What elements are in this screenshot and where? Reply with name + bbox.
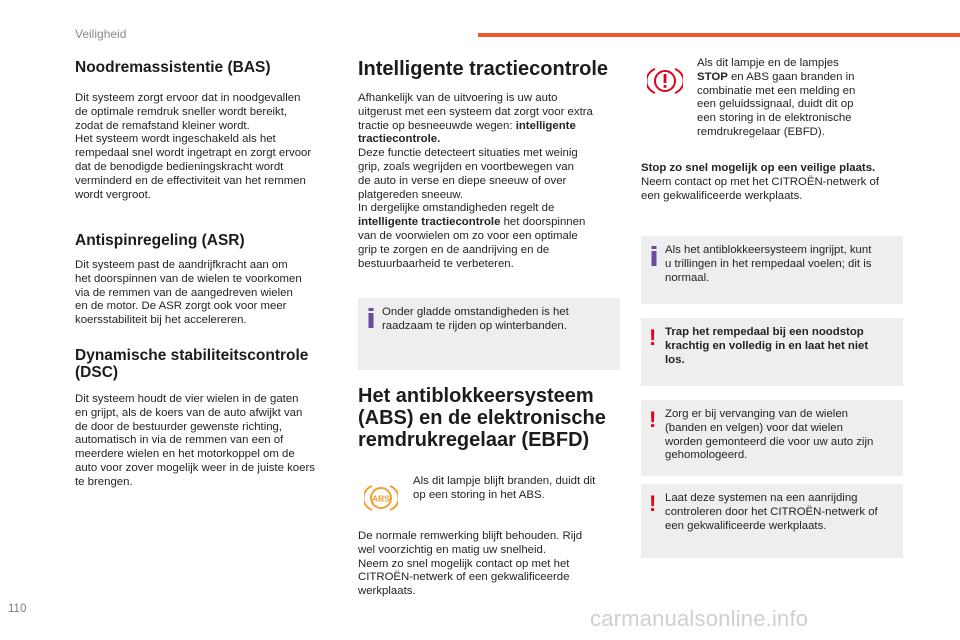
dsc-line: auto voor zover mogelijk weer in de juiste koers	[75, 461, 315, 474]
note-line: Als het antiblokkeersysteem ingrijpt, kunt	[665, 244, 872, 256]
dsc-section	[75, 347, 308, 381]
traction-line: bestuurbaarheid te verbeteren.	[358, 257, 514, 270]
dsc-line: Dit systeem houdt de vier wielen in de gaten	[75, 393, 299, 405]
post-collision-check-warning	[641, 484, 903, 558]
bas-line: Het systeem wordt ingeschakeld als het	[75, 133, 276, 146]
note-line: u trillingen in het rempedaal voelen; dit is	[665, 257, 872, 270]
dsc-line: te brengen.	[75, 475, 133, 488]
winter-tyres-note	[358, 298, 620, 370]
dsc-title-line1: Dynamische stabiliteitscontrole	[75, 347, 309, 364]
ebfd-line: een storing in de elektronische	[697, 112, 852, 125]
asr-line: koersstabiliteit bij het accelereren.	[75, 314, 247, 327]
abs-title-line: Het antiblokkeersysteem	[358, 385, 594, 407]
warning-line: een gekwalificeerde werkplaats.	[665, 519, 827, 532]
traction-line: Deze functie detecteert situaties met weinig	[358, 147, 578, 160]
bas-line: rempedaal snel wordt ingetrapt en zorgt ervoor	[75, 147, 312, 160]
ebfd-line	[697, 71, 912, 85]
traction-line: grip, zoals wegrijden en voortbewegen van	[358, 160, 574, 173]
asr-line: en de motor. De ASR zorgt ook voor meer	[75, 300, 287, 313]
ebfd-line: combinatie met een melding en	[697, 84, 856, 97]
asr-section	[75, 232, 245, 249]
bas-section	[75, 59, 271, 76]
traction-text-part: tractie op besneeuwde wegen:	[358, 119, 516, 132]
traction-bold-part: intelligente tractiecontrole	[358, 216, 501, 229]
bas-line: zodat de remafstand kleiner wordt.	[75, 119, 250, 132]
brake-system-warning-icon	[647, 66, 683, 96]
traction-line: van de voorwielen om zo voor een optimale	[358, 229, 578, 242]
note-line: Onder gladde omstandigheden is het	[382, 306, 569, 318]
stop-line: Neem contact op met het CITROËN-netwerk of	[641, 175, 880, 188]
abs-title-line: (ABS) en de elektronische	[358, 407, 606, 429]
warning-line: los.	[665, 353, 685, 366]
ebfd-line: Als dit lampje en de lampjes	[697, 57, 839, 69]
abs-line: Neem zo snel mogelijk contact op met het	[358, 557, 570, 570]
stop-line: een gekwalificeerde werkplaats.	[641, 189, 803, 202]
traction-line	[358, 216, 623, 230]
abs-line: CITROËN-netwerk of een gekwalificeerde	[358, 571, 570, 584]
abs-line: werkplaats.	[358, 585, 416, 598]
traction-bold-part: intelligente	[515, 119, 576, 132]
abs-warning-lamp-icon	[364, 483, 398, 513]
info-icon	[650, 246, 658, 266]
traction-line: grip te zorgen en de aandrijving en de	[358, 243, 550, 256]
ebfd-lamp-text	[697, 57, 912, 140]
ebfd-line: een geluidssignaal, duidt dit op	[697, 98, 854, 111]
stop-bold-line: Stop zo snel mogelijk op een veilige plaats.	[641, 162, 876, 174]
exclamation-warning-icon: !	[649, 325, 657, 350]
asr-line: Dit systeem past de aandrijfkracht aan om	[75, 259, 288, 271]
dsc-text	[75, 393, 350, 490]
traction-line: platgereden sneeuw.	[358, 188, 464, 201]
info-icon	[367, 308, 375, 328]
vibration-note-text	[665, 244, 871, 285]
traction-text-part: het doorspinnen	[500, 216, 586, 229]
section-label: Veiligheid	[75, 27, 127, 41]
traction-line: de auto in verse en diepe sneeuw of over	[358, 174, 567, 187]
emergency-brake-warning	[641, 318, 903, 386]
traction-line: Afhankelijk van de uitvoering is uw auto	[358, 92, 558, 104]
note-line: raadzaam te rijden op winterbanden.	[382, 319, 567, 332]
ebfd-text-part: en ABS gaan branden in	[727, 70, 855, 83]
warning-line: Trap het rempedaal bij een noodstop	[665, 326, 864, 338]
wheel-replacement-warning	[641, 400, 903, 476]
header-rule	[478, 33, 960, 37]
note-line: normaal.	[665, 271, 710, 284]
bas-title: Noodremassistentie (BAS)	[75, 59, 271, 76]
dsc-title-line2: (DSC)	[75, 364, 119, 381]
abs-text	[358, 530, 623, 599]
watermark: carmanualsonline.info	[590, 606, 809, 631]
page-number: 110	[8, 603, 27, 615]
dsc-line: meerdere wielen en het motorkoppel om de	[75, 448, 295, 461]
abs-lamp-line: Als dit lampje blijft branden, duidt dit	[413, 475, 596, 487]
abs-title-line: remdrukregelaar (EBFD)	[358, 429, 590, 451]
asr-title: Antispinregeling (ASR)	[75, 232, 245, 249]
abs-line: De normale remwerking blijft behouden. Rijd	[358, 530, 583, 542]
warning-line: controleren door het CITROËN-netwerk of	[665, 505, 878, 518]
exclamation-warning-icon: !	[649, 407, 657, 432]
bas-line: dat de benodigde bedieningskracht wordt	[75, 160, 284, 173]
bas-line: wordt vergroot.	[75, 188, 151, 201]
bas-text	[75, 92, 345, 202]
traction-title: Intelligente tractiecontrole	[358, 58, 609, 80]
traction-line: uitgerust met een systeem dat zorgt voor extra	[358, 105, 593, 118]
warning-line: krachtig en volledig in en laat het niet	[665, 339, 869, 352]
abs-vibration-note	[641, 236, 903, 304]
warning-text	[665, 408, 873, 463]
traction-line	[358, 120, 623, 134]
warning-line: Zorg er bij vervanging van de wielen	[665, 408, 848, 420]
traction-line: tractiecontrole.	[358, 133, 441, 146]
winter-note-text	[382, 306, 569, 334]
abs-icon-label: ABS	[372, 493, 390, 504]
ebfd-line: remdrukregelaar (EBFD).	[697, 125, 825, 138]
dsc-line: en grijpt, als de koers van de auto afwijkt van	[75, 406, 303, 419]
asr-text	[75, 259, 345, 328]
traction-section	[358, 58, 608, 80]
asr-line: via de remmen van de aangedreven wielen	[75, 286, 293, 299]
warning-line: Laat deze systemen na een aanrijding	[665, 492, 858, 504]
abs-lamp-text	[413, 475, 623, 503]
warning-text	[665, 326, 868, 367]
bas-line: de optimale remdruk sneller wordt bereikt,	[75, 105, 288, 118]
warning-text	[665, 492, 878, 533]
abs-section	[358, 385, 606, 451]
stop-label: STOP	[697, 70, 728, 83]
stop-instruction	[641, 162, 911, 203]
bas-line: verminderd en de effectiviteit van het remmen	[75, 174, 306, 187]
warning-line: (banden en velgen) voor dat wielen	[665, 421, 843, 434]
abs-lamp-line: op een storing in het ABS.	[413, 488, 545, 501]
exclamation-warning-icon: !	[649, 491, 657, 516]
warning-line: worden gemonteerd die voor uw auto zijn	[665, 435, 874, 448]
traction-line: In dergelijke omstandigheden regelt de	[358, 202, 555, 215]
warning-line: gehomologeerd.	[665, 449, 748, 462]
dsc-line: automatisch in via de remmen van een of	[75, 434, 284, 447]
dsc-line: de door de bestuurder gewenste richting,	[75, 420, 283, 433]
bas-line: Dit systeem zorgt ervoor dat in noodgevallen	[75, 92, 301, 104]
asr-line: het doorspinnen van de wielen te voorkomen	[75, 272, 302, 285]
traction-text	[358, 92, 623, 271]
abs-line: wel voorzichtig en matig uw snelheid.	[358, 543, 547, 556]
